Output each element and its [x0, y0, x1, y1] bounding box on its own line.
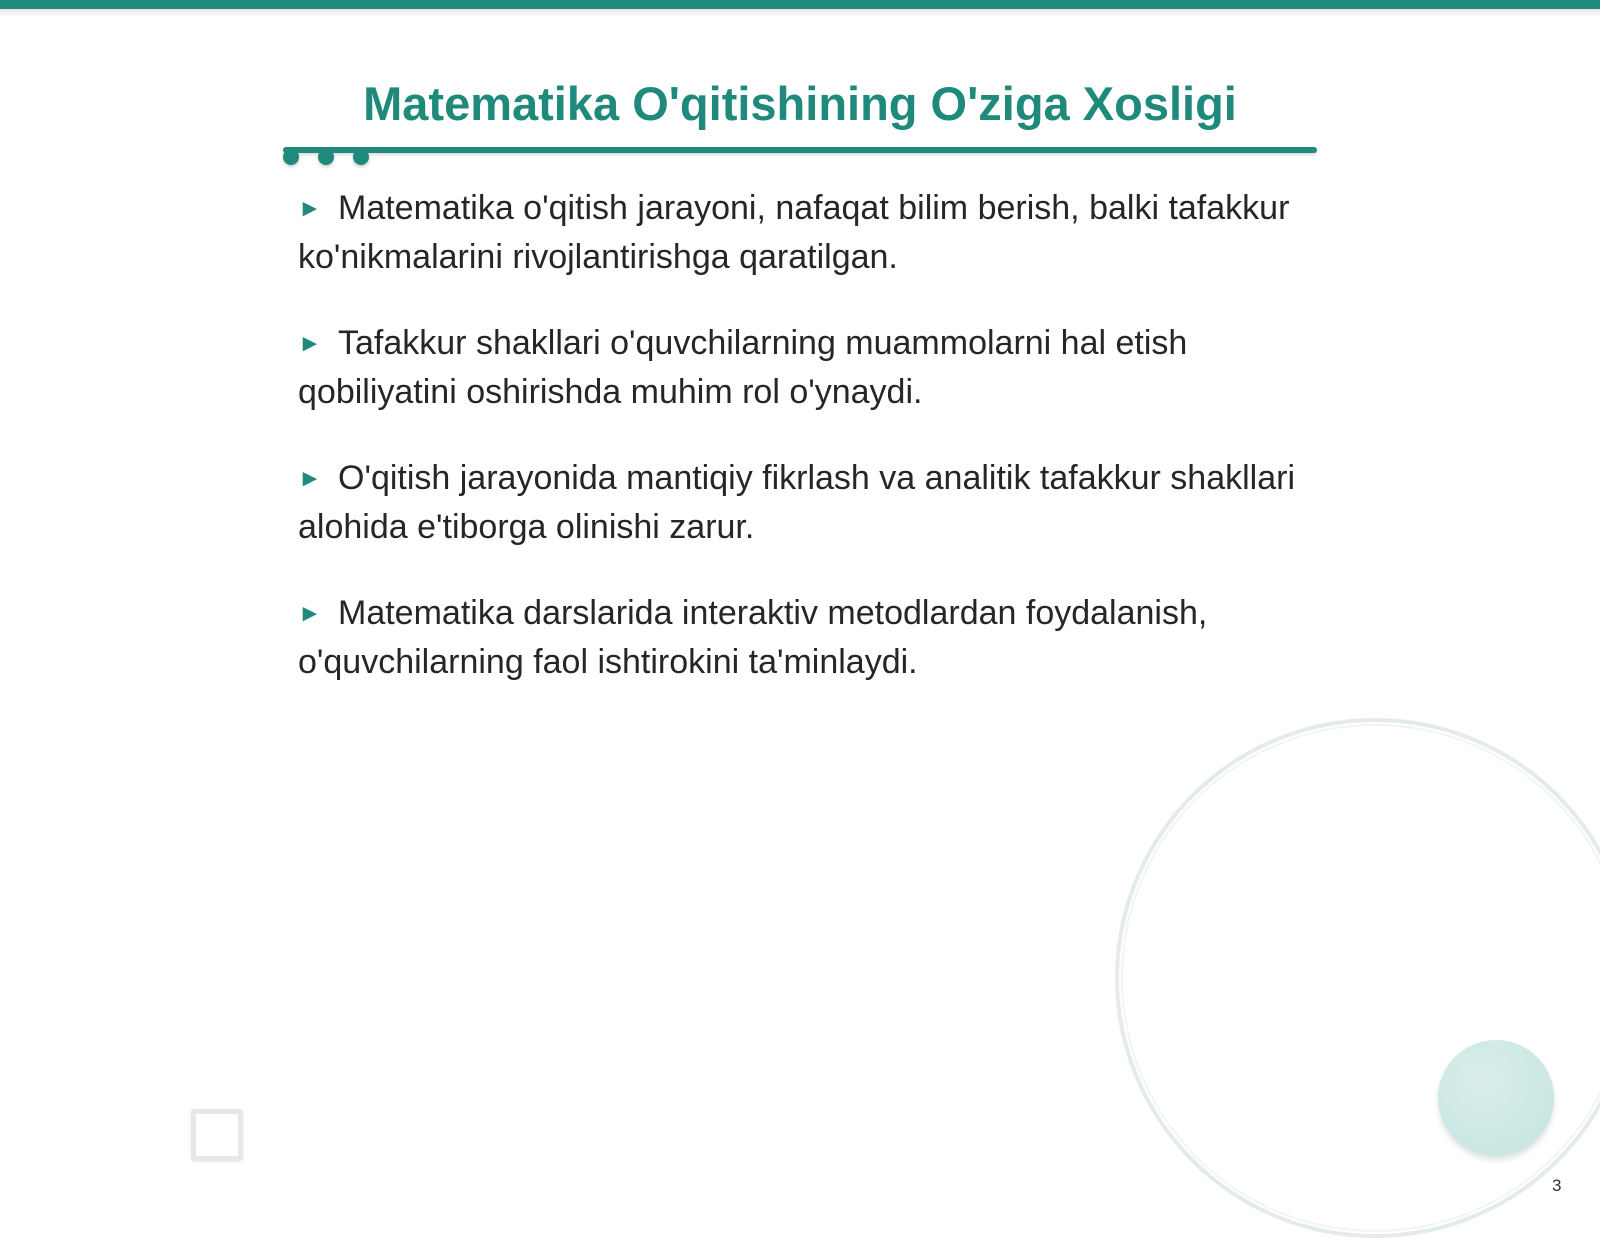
bullet-item — [298, 454, 1318, 551]
triangle-bullet-icon: ► — [298, 600, 322, 627]
bullet-list — [298, 184, 1318, 724]
bullet-text: Tafakkur shakllari o'quvchilarning muammolarni hal etish qobiliyatini oshirishda muhim rol o'ynaydi. — [298, 324, 1188, 411]
bullet-item — [298, 184, 1318, 281]
top-accent-bar — [0, 0, 1600, 9]
triangle-bullet-icon: ► — [298, 330, 322, 357]
underline-dot — [353, 149, 369, 165]
bullet-item — [298, 319, 1318, 416]
bullet-item — [298, 589, 1318, 686]
underline-dot — [318, 149, 334, 165]
slide-title: Matematika O'qitishining O'ziga Xosligi — [363, 77, 1237, 130]
decorative-bubble — [1438, 1040, 1554, 1156]
underline-dot — [283, 149, 299, 165]
triangle-bullet-icon: ► — [298, 465, 322, 492]
top-bar-shadow — [0, 9, 1600, 17]
decorative-ring-inner — [1121, 724, 1600, 1232]
bullet-text: O'qitish jarayonida mantiqiy fikrlash va analitik tafakkur shakllari alohida e'tiborga olinishi zarur. — [298, 459, 1296, 546]
bullet-text: Matematika darslarida interaktiv metodlardan foydalanish, o'quvchilarning faol ishtirokini ta'minlaydi. — [298, 594, 1208, 681]
bullet-text: Matematika o'qitish jarayoni, nafaqat bilim berish, balki tafakkur ko'nikmalarini rivojlantirishga qaratilgan. — [298, 189, 1290, 276]
decorative-square — [191, 1109, 243, 1161]
page-number: 3 — [1552, 1176, 1562, 1195]
title-underline — [283, 147, 1317, 153]
triangle-bullet-icon: ► — [298, 195, 322, 222]
